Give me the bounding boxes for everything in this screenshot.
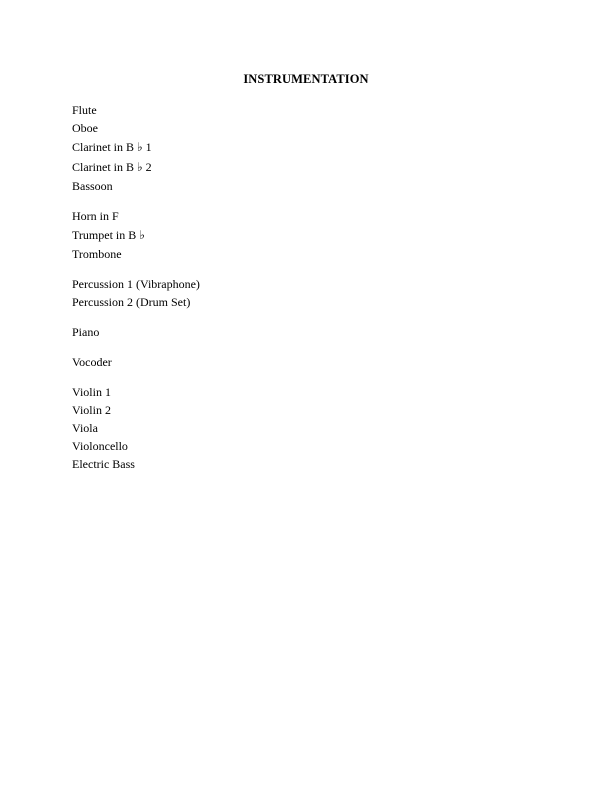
instrument-viola: Viola bbox=[72, 421, 98, 435]
instrument-list bbox=[72, 101, 472, 485]
instrument-trumpet: Trumpet in B ♭ bbox=[72, 228, 145, 242]
instrument-violin-1: Violin 1 bbox=[72, 385, 111, 399]
percussion-group bbox=[72, 275, 472, 311]
instrument-percussion-1: Percussion 1 (Vibraphone) bbox=[72, 277, 200, 291]
instrument-horn: Horn in F bbox=[72, 209, 119, 223]
instrument-percussion-2: Percussion 2 (Drum Set) bbox=[72, 295, 191, 309]
instrument-violoncello: Violoncello bbox=[72, 439, 128, 453]
brass-group bbox=[72, 207, 472, 263]
instrument-piano: Piano bbox=[72, 325, 100, 339]
instrument-clarinet-1: Clarinet in B ♭ 1 bbox=[72, 140, 152, 154]
instrument-trombone: Trombone bbox=[72, 247, 122, 261]
woodwinds-group bbox=[72, 101, 472, 195]
instrument-violin-2: Violin 2 bbox=[72, 403, 111, 417]
instrument-bassoon: Bassoon bbox=[72, 179, 113, 193]
keyboard-group bbox=[72, 323, 472, 341]
instrument-oboe: Oboe bbox=[72, 121, 98, 135]
page-title: INSTRUMENTATION bbox=[243, 72, 369, 86]
electronic-group bbox=[72, 353, 472, 371]
instrument-vocoder: Vocoder bbox=[72, 355, 112, 369]
strings-group bbox=[72, 383, 472, 473]
instrument-clarinet-2: Clarinet in B ♭ 2 bbox=[72, 160, 152, 174]
instrument-flute: Flute bbox=[72, 103, 97, 117]
instrument-electric-bass: Electric Bass bbox=[72, 457, 135, 471]
